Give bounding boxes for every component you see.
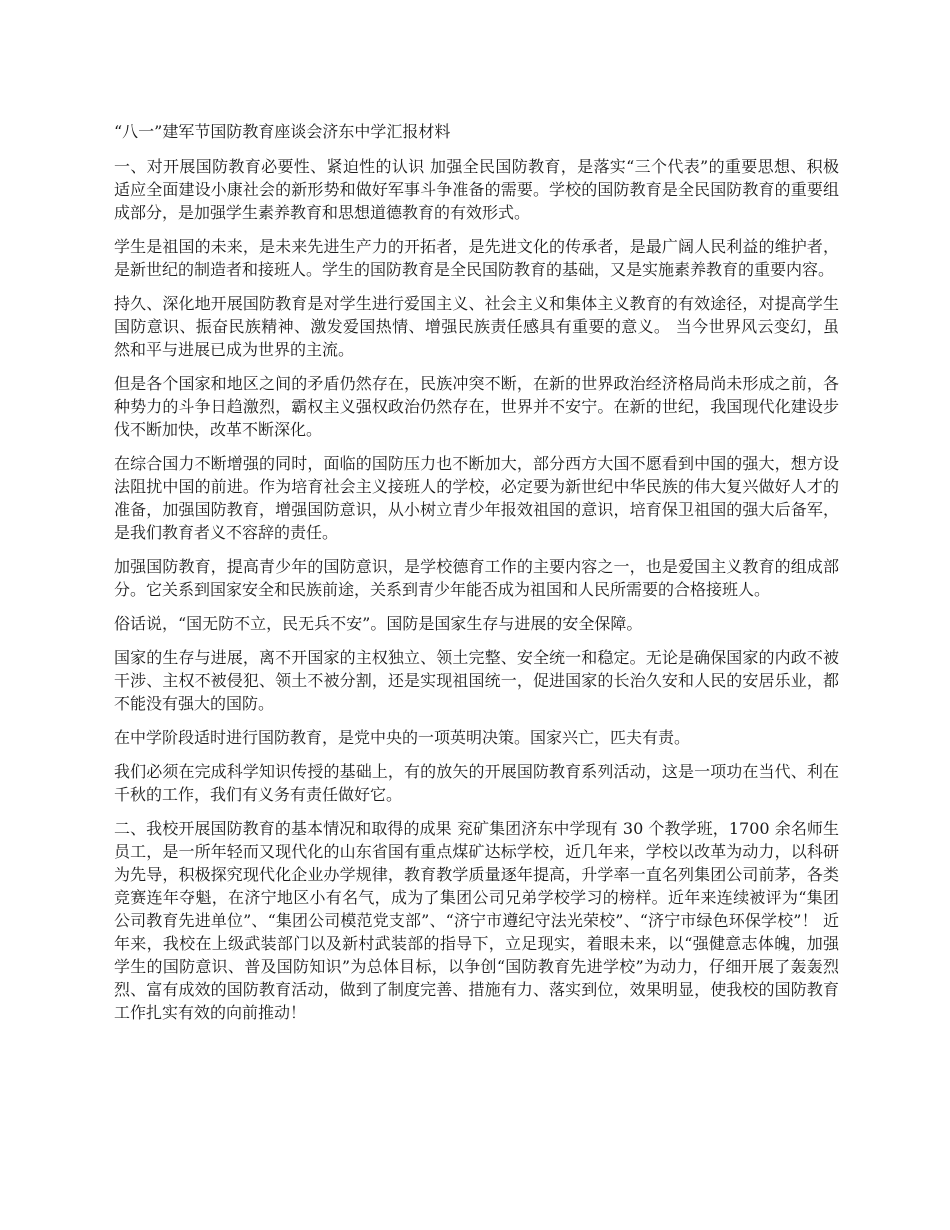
paragraph-1: 一、对开展国防教育必要性、紧迫性的认识 加强全民国防教育，是落实“三个代表”的重要思想、积极适应全面建设小康社会的新形势和做好军事斗争准备的需要。学校的国防教育是全民国防教育的重要组成部分，是加强学生素养教育和思想道德教育的有效形式。 [114, 157, 839, 222]
paragraph-6: 加强国防教育，提高青少年的国防意识，是学校德育工作的主要内容之一，也是爱国主义教育的组成部分。它关系到国家安全和民族前途，关系到青少年能否成为祖国和人民所需要的合格接班人。 [114, 557, 839, 599]
document-page [114, 120, 839, 1035]
paragraph-5: 在综合国力不断增强的同时，面临的国防压力也不断加大，部分西方大国不愿看到中国的强大，想方设法阻扰中国的前进。作为培育社会主义接班人的学校，必定要为新世纪中华民族的伟大复兴做好人才的准备，加强国防教育，增强国防意识，从小树立青少年报效祖国的意识，培育保卫祖国的强大后备军，是我们教育者义不容辞的责任。 [114, 454, 839, 542]
paragraph-10: 我们必须在完成科学知识传授的基础上，有的放矢的开展国防教育系列活动，这是一项功在当代、利在千秋的工作，我们有义务有责任做好它。 [114, 762, 839, 804]
paragraph-2: 学生是祖国的未来，是未来先进生产力的开拓者，是先进文化的传承者，是最广阔人民利益的维护者，是新世纪的制造者和接班人。学生的国防教育是全民国防教育的基础，又是实施素养教育的重要内容。 [114, 237, 839, 279]
paragraph-3: 持久、深化地开展国防教育是对学生进行爱国主义、社会主义和集体主义教育的有效途径，对提高学生国防意识、振奋民族精神、激发爱国热情、增强民族责任感具有重要的意义。 当今世界风云变幻，虽然和平与进展已成为世界的主流。 [114, 294, 839, 359]
paragraph-7: 俗话说，“国无防不立，民无兵不安”。国防是国家生存与进展的安全保障。 [114, 614, 643, 633]
paragraph-9: 在中学阶段适时进行国防教育，是党中央的一项英明决策。国家兴亡，匹夫有责。 [114, 728, 691, 747]
document-title: “八一”建军节国防教育座谈会济东中学汇报材料 [114, 122, 451, 141]
paragraph-4: 但是各个国家和地区之间的矛盾仍然存在，民族冲突不断，在新的世界政治经济格局尚未形成之前，各种势力的斗争日趋激烈，霸权主义强权政治仍然存在，世界并不安宁。在新的世纪，我国现代化建设步伐不断加快，改革不断深化。 [114, 374, 839, 439]
paragraph-8: 国家的生存与进展，离不开国家的主权独立、领土完整、安全统一和稳定。无论是确保国家的内政不被干涉、主权不被侵犯、领土不被分割，还是实现祖国统一，促进国家的长治久安和人民的安居乐业，都不能没有强大的国防。 [114, 648, 839, 713]
paragraph-11: 二、我校开展国防教育的基本情况和取得的成果 兖矿集团济东中学现有 30 个教学班，1700 余名师生员工，是一所年轻而又现代化的山东省国有重点煤矿达标学校，近几年来，学校以改革为动力，以科研为先导，积极探究现代化企业办学规律，教育教学质量逐年提高，升学率一直名列集团公司前茅，各类竞赛连年夺魁，在济宁地区小有名气，成为了集团公司兄弟学校学习的榜样。近年来连续被评为“集团公司教育先进单位”、“集团公司模范党支部”、“济宁市遵纪守法光荣校”、“济宁市绿色环保学校”！ 近年来，我校在上级武装部门以及新村武装部的指导下，立足现实，着眼未来，以“强健意志体魄，加强学生的国防意识、普及国防知识”为总体目标，以争创“国防教育先进学校”为动力，仔细开展了轰轰烈烈、富有成效的国防教育活动，做到了制度完善、措施有力、落实到位，效果明显，使我校的国防教育工作扎实有效的向前推动！ [114, 819, 839, 1022]
